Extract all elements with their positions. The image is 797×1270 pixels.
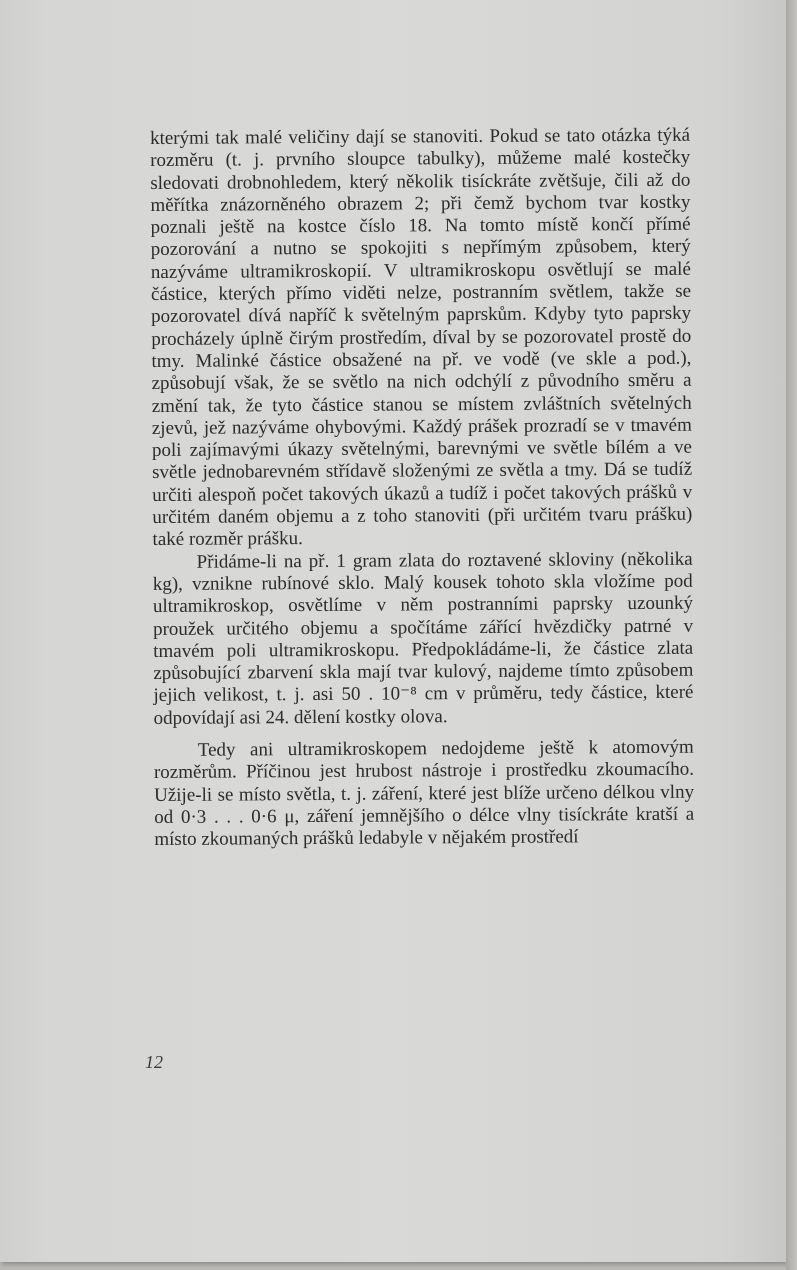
page-edge	[786, 0, 797, 1270]
paragraph-3: Tedy ani ultramikroskopem nedojdeme ještě k atomovým rozměrům. Příčinou jest hrubost nástroje i prostředku zkoumacího. Užije-li se místo světla, t. j. záření, které jest blíže určeno délkou vlny od 0·3 . . . 0·6 μ, záření jemnějšího o délce vlny tisíckráte kratší a místo zkoumaných prášků ledabyle v nějakém prostředí	[153, 736, 695, 851]
paragraph-1: kterými tak malé veličiny dají se stanoviti. Pokud se tato otázka týká rozměru (t. j. prvního sloupce tabulky), můžeme malé kostečky sledovati drobnohledem, který několik tisíckráte zvětšuje, čili až do měřítka znázorněného obrazem 2; při čemž bychom tvar kostky poznali ještě na kostce číslo 18. Na tomto místě končí přímé pozorování a nutno se spokojiti s nepřímým způsobem, který nazýváme ultramikroskopií. V ultramikroskopu osvětlují se malé částice, kterých přímo viděti nelze, postranním světlem, takže se pozorovatel dívá napříč k světelným paprskům. Kdyby tyto paprsky procházely úplně čirým prostředím, díval by se pozorovatel prostě do tmy. Malinké částice obsažené na př. ve vodě (ve skle a pod.), způsobují však, že se světlo na nich odchýlí z původního směru a změní tak, že tyto částice stanou se místem zvláštních světelných zjevů, jež nazýváme ohybovými. Každý prášek prozradí se v tmavém poli zajímavými úkazy světelnými, barevnými ve světle bílém a ve světle jednobarevném střídavě složenými ze světla a tmy. Dá se tudíž určiti alespoň počet takových úkazů a tudíž i počet takových prášků v určitém daném objemu a z toho stanoviti (při určitém tvaru prášku) také rozměr prášku.	[150, 124, 693, 551]
paragraph-2: Přidáme-li na př. 1 gram zlata do roztavené skloviny (několika kg), vznikne rubínové sklo. Malý kousek tohoto skla vložíme pod ultramikroskop, osvětlíme v něm postranními paprsky uzounký proužek určitého objemu a spočítáme zářící hvězdičky patrné v tmavém poli ultramikroskopu. Předpokládáme-li, že částice zlata způsobující zbarvení skla mají tvar kulový, najdeme tímto způsobem jejich velikost, t. j. asi 50 . 10⁻⁸ cm v průměru, tedy částice, které odpovídají asi 24. dělení kostky olova.	[152, 548, 694, 729]
page-number: 12	[145, 1052, 163, 1072]
body-text	[150, 125, 694, 852]
